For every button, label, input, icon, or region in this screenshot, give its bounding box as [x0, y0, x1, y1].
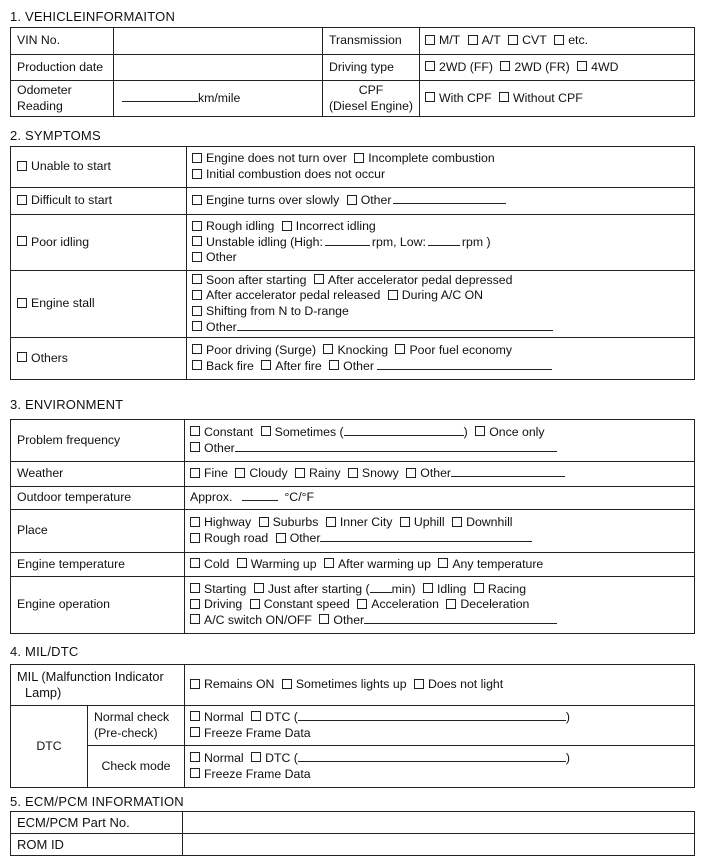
driving-type-options: 2WD (FF) 2WD (FR) 4WD	[420, 55, 695, 81]
transmission-label: Transmission	[323, 28, 420, 55]
checkbox-snowy[interactable]	[348, 468, 358, 478]
checkbox-poor-idling[interactable]	[17, 236, 27, 246]
weather-label: Weather	[11, 462, 185, 487]
dtc-label: DTC	[11, 706, 88, 788]
checkbox-dtc-precheck[interactable]	[251, 711, 261, 721]
checkbox-engine-stall[interactable]	[17, 298, 27, 308]
checkbox-remains-on[interactable]	[190, 679, 200, 689]
section-title-mil-dtc: 4. MIL/DTC	[10, 644, 79, 659]
checkbox-dtc-checkmode[interactable]	[251, 752, 261, 762]
checkbox-stall-other[interactable]	[192, 321, 202, 331]
checkbox-sometimes[interactable]	[261, 426, 271, 436]
checkbox-deceleration[interactable]	[446, 599, 456, 609]
checkbox-knocking[interactable]	[323, 344, 333, 354]
symptom-poor-idling: Poor idling	[11, 215, 187, 271]
checkbox-once-only[interactable]	[475, 426, 485, 436]
checkbox-2wd-ff[interactable]	[425, 61, 435, 71]
checkbox-initial-combustion[interactable]	[192, 169, 202, 179]
checkbox-weather-other[interactable]	[406, 468, 416, 478]
others-options: Poor driving (Surge) Knocking Poor fuel economy Back fire After fire Other	[187, 338, 695, 380]
checkbox-driving[interactable]	[190, 599, 200, 609]
checkbox-freeze-frame-checkmode[interactable]	[190, 768, 200, 778]
checkbox-poor-idling-other[interactable]	[192, 252, 202, 262]
checkbox-just-after-starting[interactable]	[254, 583, 264, 593]
checkbox-inner-city[interactable]	[326, 517, 336, 527]
checkbox-uphill[interactable]	[400, 517, 410, 527]
vehicle-info-table	[10, 27, 695, 117]
checkbox-rainy[interactable]	[295, 468, 305, 478]
production-date-field[interactable]	[114, 55, 323, 81]
checkbox-unable-to-start[interactable]	[17, 161, 27, 171]
checkbox-cvt[interactable]	[508, 35, 518, 45]
section-title-symptoms: 2. SYMPTOMS	[10, 128, 101, 143]
checkbox-others[interactable]	[17, 352, 27, 362]
weather-options: Fine Cloudy Rainy Snowy Other	[185, 462, 695, 487]
ecm-pcm-table	[10, 811, 695, 856]
checkbox-without-cpf[interactable]	[499, 92, 509, 102]
production-date-label: Production date	[11, 55, 114, 81]
checkbox-during-ac-on[interactable]	[388, 290, 398, 300]
checkbox-constant[interactable]	[190, 426, 200, 436]
place-label: Place	[11, 510, 185, 553]
checkbox-normal-checkmode[interactable]	[190, 752, 200, 762]
environment-table	[10, 419, 695, 634]
checkbox-after-warming-up[interactable]	[324, 558, 334, 568]
checkbox-racing[interactable]	[474, 583, 484, 593]
normal-check-options: Normal DTC ( ) Freeze Frame Data	[185, 706, 695, 746]
checkbox-downhill[interactable]	[452, 517, 462, 527]
normal-check-label: Normal check (Pre-check)	[88, 706, 185, 746]
engine-temperature-label: Engine temperature	[11, 553, 185, 577]
cpf-options: With CPF Without CPF	[420, 81, 695, 117]
checkbox-at[interactable]	[468, 35, 478, 45]
checkbox-suburbs[interactable]	[259, 517, 269, 527]
symptom-others: Others	[11, 338, 187, 380]
unable-options: Engine does not turn over Incomplete combustion Initial combustion does not occur	[187, 147, 695, 188]
checkbox-after-fire[interactable]	[261, 360, 271, 370]
transmission-options: M/T A/T CVT etc.	[420, 28, 695, 55]
checkbox-cold[interactable]	[190, 558, 200, 568]
checkbox-does-not-light[interactable]	[414, 679, 424, 689]
problem-frequency-options: Constant Sometimes ( ) Once only Other	[185, 420, 695, 462]
mil-label: MIL (Malfunction Indicator Lamp)	[11, 665, 185, 706]
checkbox-turns-slowly[interactable]	[192, 195, 202, 205]
vin-field[interactable]	[114, 28, 323, 55]
problem-frequency-label: Problem frequency	[11, 420, 185, 462]
cpf-label: CPF (Diesel Engine)	[323, 81, 420, 117]
checkbox-operation-other[interactable]	[319, 614, 329, 624]
mil-options: Remains ON Sometimes lights up Does not light	[185, 665, 695, 706]
symptom-difficult-to-start: Difficult to start	[11, 188, 187, 215]
checkbox-after-pedal-released[interactable]	[192, 290, 202, 300]
checkbox-warming-up[interactable]	[237, 558, 247, 568]
checkbox-etc[interactable]	[554, 35, 564, 45]
checkbox-normal-precheck[interactable]	[190, 711, 200, 721]
symptom-unable-to-start: Unable to start	[11, 147, 187, 188]
checkbox-ac-switch[interactable]	[190, 614, 200, 624]
checkbox-no-turn-over[interactable]	[192, 153, 202, 163]
checkbox-soon-after-starting[interactable]	[192, 274, 202, 284]
odometer-field[interactable]: km/mile	[114, 81, 323, 117]
engine-operation-options: Starting Just after starting ( min) Idling Racing Driving Constant speed Acceleration Deceleration A/C switch ON/OFF Other	[185, 577, 695, 634]
checkbox-fine[interactable]	[190, 468, 200, 478]
checkbox-mt[interactable]	[425, 35, 435, 45]
checkbox-incomplete-combustion[interactable]	[354, 153, 364, 163]
section-title-vehicle: 1. VEHICLEINFORMAITON	[10, 9, 176, 24]
check-mode-options: Normal DTC ( ) Freeze Frame Data	[185, 746, 695, 788]
checkbox-any-temperature[interactable]	[438, 558, 448, 568]
checkbox-difficult-other[interactable]	[347, 195, 357, 205]
checkbox-rough-idling[interactable]	[192, 221, 202, 231]
checkbox-poor-driving[interactable]	[192, 344, 202, 354]
checkbox-rough-road[interactable]	[190, 533, 200, 543]
checkbox-difficult-to-start[interactable]	[17, 195, 27, 205]
checkbox-shifting-n-to-d[interactable]	[192, 306, 202, 316]
checkbox-after-pedal-depressed[interactable]	[314, 274, 324, 284]
checkbox-place-other[interactable]	[276, 533, 286, 543]
engine-operation-label: Engine operation	[11, 577, 185, 634]
engine-temperature-options: Cold Warming up After warming up Any temperature	[185, 553, 695, 577]
odometer-label: Odometer Reading	[11, 81, 114, 117]
checkbox-2wd-fr[interactable]	[500, 61, 510, 71]
checkbox-frequency-other[interactable]	[190, 442, 200, 452]
checkbox-constant-speed[interactable]	[250, 599, 260, 609]
ecm-part-no-field[interactable]	[183, 812, 695, 834]
vin-label: VIN No.	[11, 28, 114, 55]
checkbox-acceleration[interactable]	[357, 599, 367, 609]
checkbox-unstable-idling[interactable]	[192, 236, 202, 246]
rom-id-field[interactable]	[183, 834, 695, 856]
checkbox-back-fire[interactable]	[192, 360, 202, 370]
difficult-options: Engine turns over slowly Other	[187, 188, 695, 215]
ecm-part-no-label: ECM/PCM Part No.	[11, 812, 183, 834]
poor-idling-options: Rough idling Incorrect idling Unstable idling (High: rpm, Low: rpm ) Other	[187, 215, 695, 271]
rom-id-label: ROM ID	[11, 834, 183, 856]
checkbox-freeze-frame-precheck[interactable]	[190, 727, 200, 737]
symptom-engine-stall: Engine stall	[11, 271, 187, 338]
checkbox-with-cpf[interactable]	[425, 92, 435, 102]
checkbox-poor-fuel-economy[interactable]	[395, 344, 405, 354]
symptoms-table	[10, 146, 695, 380]
check-mode-label: Check mode	[88, 746, 185, 788]
outdoor-temperature-label: Outdoor temperature	[11, 487, 185, 510]
checkbox-starting[interactable]	[190, 583, 200, 593]
checkbox-highway[interactable]	[190, 517, 200, 527]
section-title-ecm-pcm: 5. ECM/PCM INFORMATION	[10, 794, 184, 809]
outdoor-temperature-field[interactable]: Approx. °C/°F	[185, 487, 695, 510]
place-options: Highway Suburbs Inner City Uphill Downhill Rough road Other	[185, 510, 695, 553]
driving-type-label: Driving type	[323, 55, 420, 81]
section-title-environment: 3. ENVIRONMENT	[10, 397, 124, 412]
checkbox-others-other[interactable]	[329, 360, 339, 370]
checkbox-sometimes-lights-up[interactable]	[282, 679, 292, 689]
engine-stall-options: Soon after starting After accelerator pedal depressed After accelerator pedal released During A/C ON Shifting from N to D-range Other	[187, 271, 695, 338]
checkbox-idling[interactable]	[423, 583, 433, 593]
checkbox-4wd[interactable]	[577, 61, 587, 71]
checkbox-cloudy[interactable]	[235, 468, 245, 478]
checkbox-incorrect-idling[interactable]	[282, 221, 292, 231]
mil-dtc-table	[10, 664, 695, 788]
